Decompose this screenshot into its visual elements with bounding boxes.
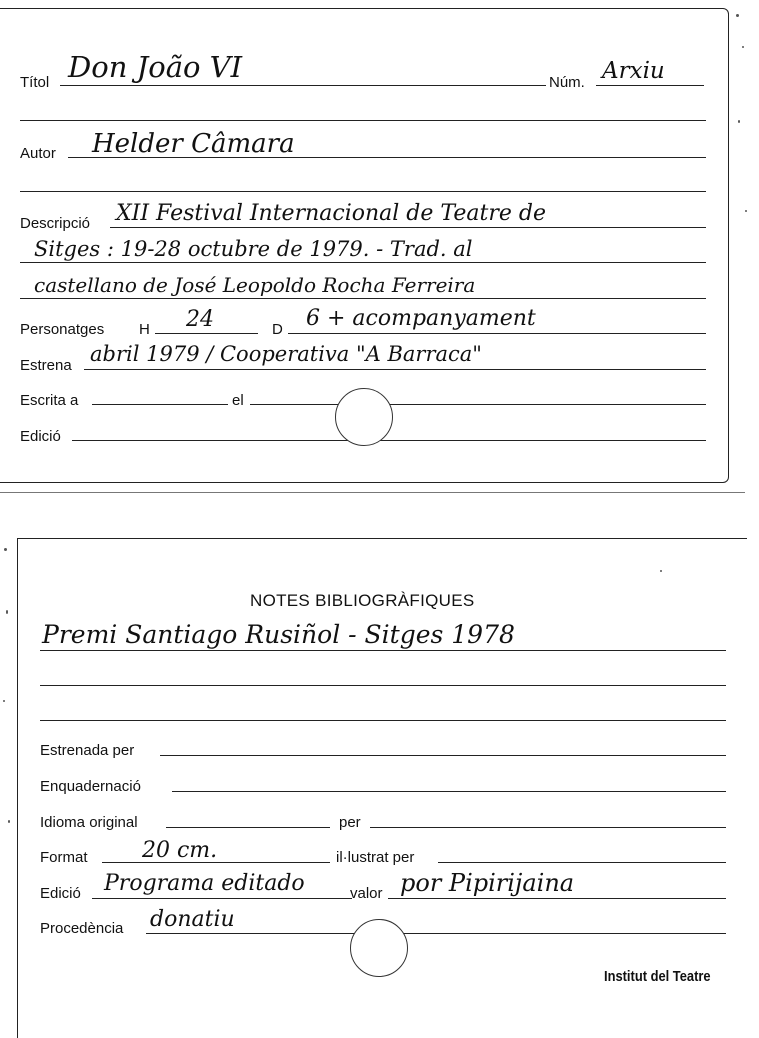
titol-line	[60, 85, 546, 86]
num-value: Arxiu	[602, 58, 665, 84]
enquadernacio-label: Enquadernació	[40, 778, 141, 795]
descripcio-value-1: XII Festival Internacional de Teatre de	[116, 201, 546, 226]
descripcio-label: Descripció	[20, 215, 91, 232]
format-label: Format	[40, 849, 88, 866]
escrita-line	[92, 404, 228, 405]
idioma-label: Idioma original	[40, 814, 138, 831]
notes-title: NOTES BIBLIOGRÀFIQUES	[250, 591, 475, 610]
h-value: 24	[186, 307, 214, 332]
descripcio-line-2	[20, 262, 706, 263]
idioma-line	[166, 827, 330, 828]
scan-speck	[3, 700, 5, 702]
h-line	[155, 333, 258, 334]
edicio-line-back	[92, 898, 352, 899]
note-line-2	[40, 685, 726, 686]
escrita-label: Escrita a	[20, 392, 79, 409]
brand-label: Institut del Teatre	[604, 968, 711, 985]
valor-line	[388, 898, 726, 899]
h-label: H	[139, 321, 150, 338]
titol-extra-line	[20, 120, 706, 121]
el-line	[250, 404, 706, 405]
procedencia-label: Procedència	[40, 920, 124, 937]
edicio-line-front	[72, 440, 706, 441]
per-label: per	[339, 814, 361, 831]
descripcio-line-1	[110, 227, 706, 228]
num-label: Núm.	[549, 74, 585, 91]
illustrat-line	[438, 862, 726, 863]
format-value: 20 cm.	[142, 838, 218, 863]
punch-hole-back	[350, 919, 408, 977]
edicio-label-front: Edició	[20, 428, 61, 445]
procedencia-line	[146, 933, 726, 934]
note-value-1: Premi Santiago Rusiñol - Sitges 1978	[42, 620, 515, 649]
autor-value: Helder Câmara	[92, 129, 295, 159]
edicio-value-back: Programa editado	[104, 871, 305, 896]
autor-label: Autor	[20, 145, 56, 162]
descripcio-line-3	[20, 298, 706, 299]
scan-speck	[4, 548, 7, 551]
edicio-label-back: Edició	[40, 885, 81, 902]
estrenada-label: Estrenada per	[40, 742, 135, 759]
personatges-label: Personatges	[20, 321, 105, 338]
illustrat-label: il·lustrat per	[336, 849, 415, 866]
enquadernacio-line	[172, 791, 726, 792]
note-line-3	[40, 720, 726, 721]
valor-label: valor	[350, 885, 383, 902]
estrenada-line	[160, 755, 726, 756]
per-line	[370, 827, 726, 828]
d-value: 6 + acompanyament	[306, 306, 536, 331]
scan-speck	[745, 210, 747, 212]
scan-speck	[660, 570, 662, 572]
titol-label: Títol	[20, 74, 50, 91]
descripcio-value-2: Sitges : 19-28 octubre de 1979. - Trad. al	[34, 237, 473, 261]
scan-speck	[6, 610, 8, 614]
estrena-value: abril 1979 / Cooperativa "A Barraca"	[90, 342, 482, 366]
num-line	[596, 85, 704, 86]
estrena-label: Estrena	[20, 357, 72, 374]
scan-speck	[738, 120, 740, 123]
note-line-1	[40, 650, 726, 651]
d-label: D	[272, 321, 283, 338]
el-label: el	[232, 392, 244, 409]
valor-value: por Pipirijaina	[400, 869, 575, 897]
punch-hole-front	[335, 388, 393, 446]
scan-speck	[8, 820, 10, 823]
scan-speck	[742, 46, 744, 48]
descripcio-value-3: castellano de José Leopoldo Rocha Ferreira	[34, 273, 476, 297]
d-line	[288, 333, 706, 334]
scan-speck	[736, 14, 739, 17]
card-separator	[0, 492, 745, 493]
autor-extra-line	[20, 191, 706, 192]
procedencia-value: donatiu	[150, 907, 235, 932]
estrena-line	[84, 369, 706, 370]
titol-value: Don João VI	[68, 50, 243, 84]
